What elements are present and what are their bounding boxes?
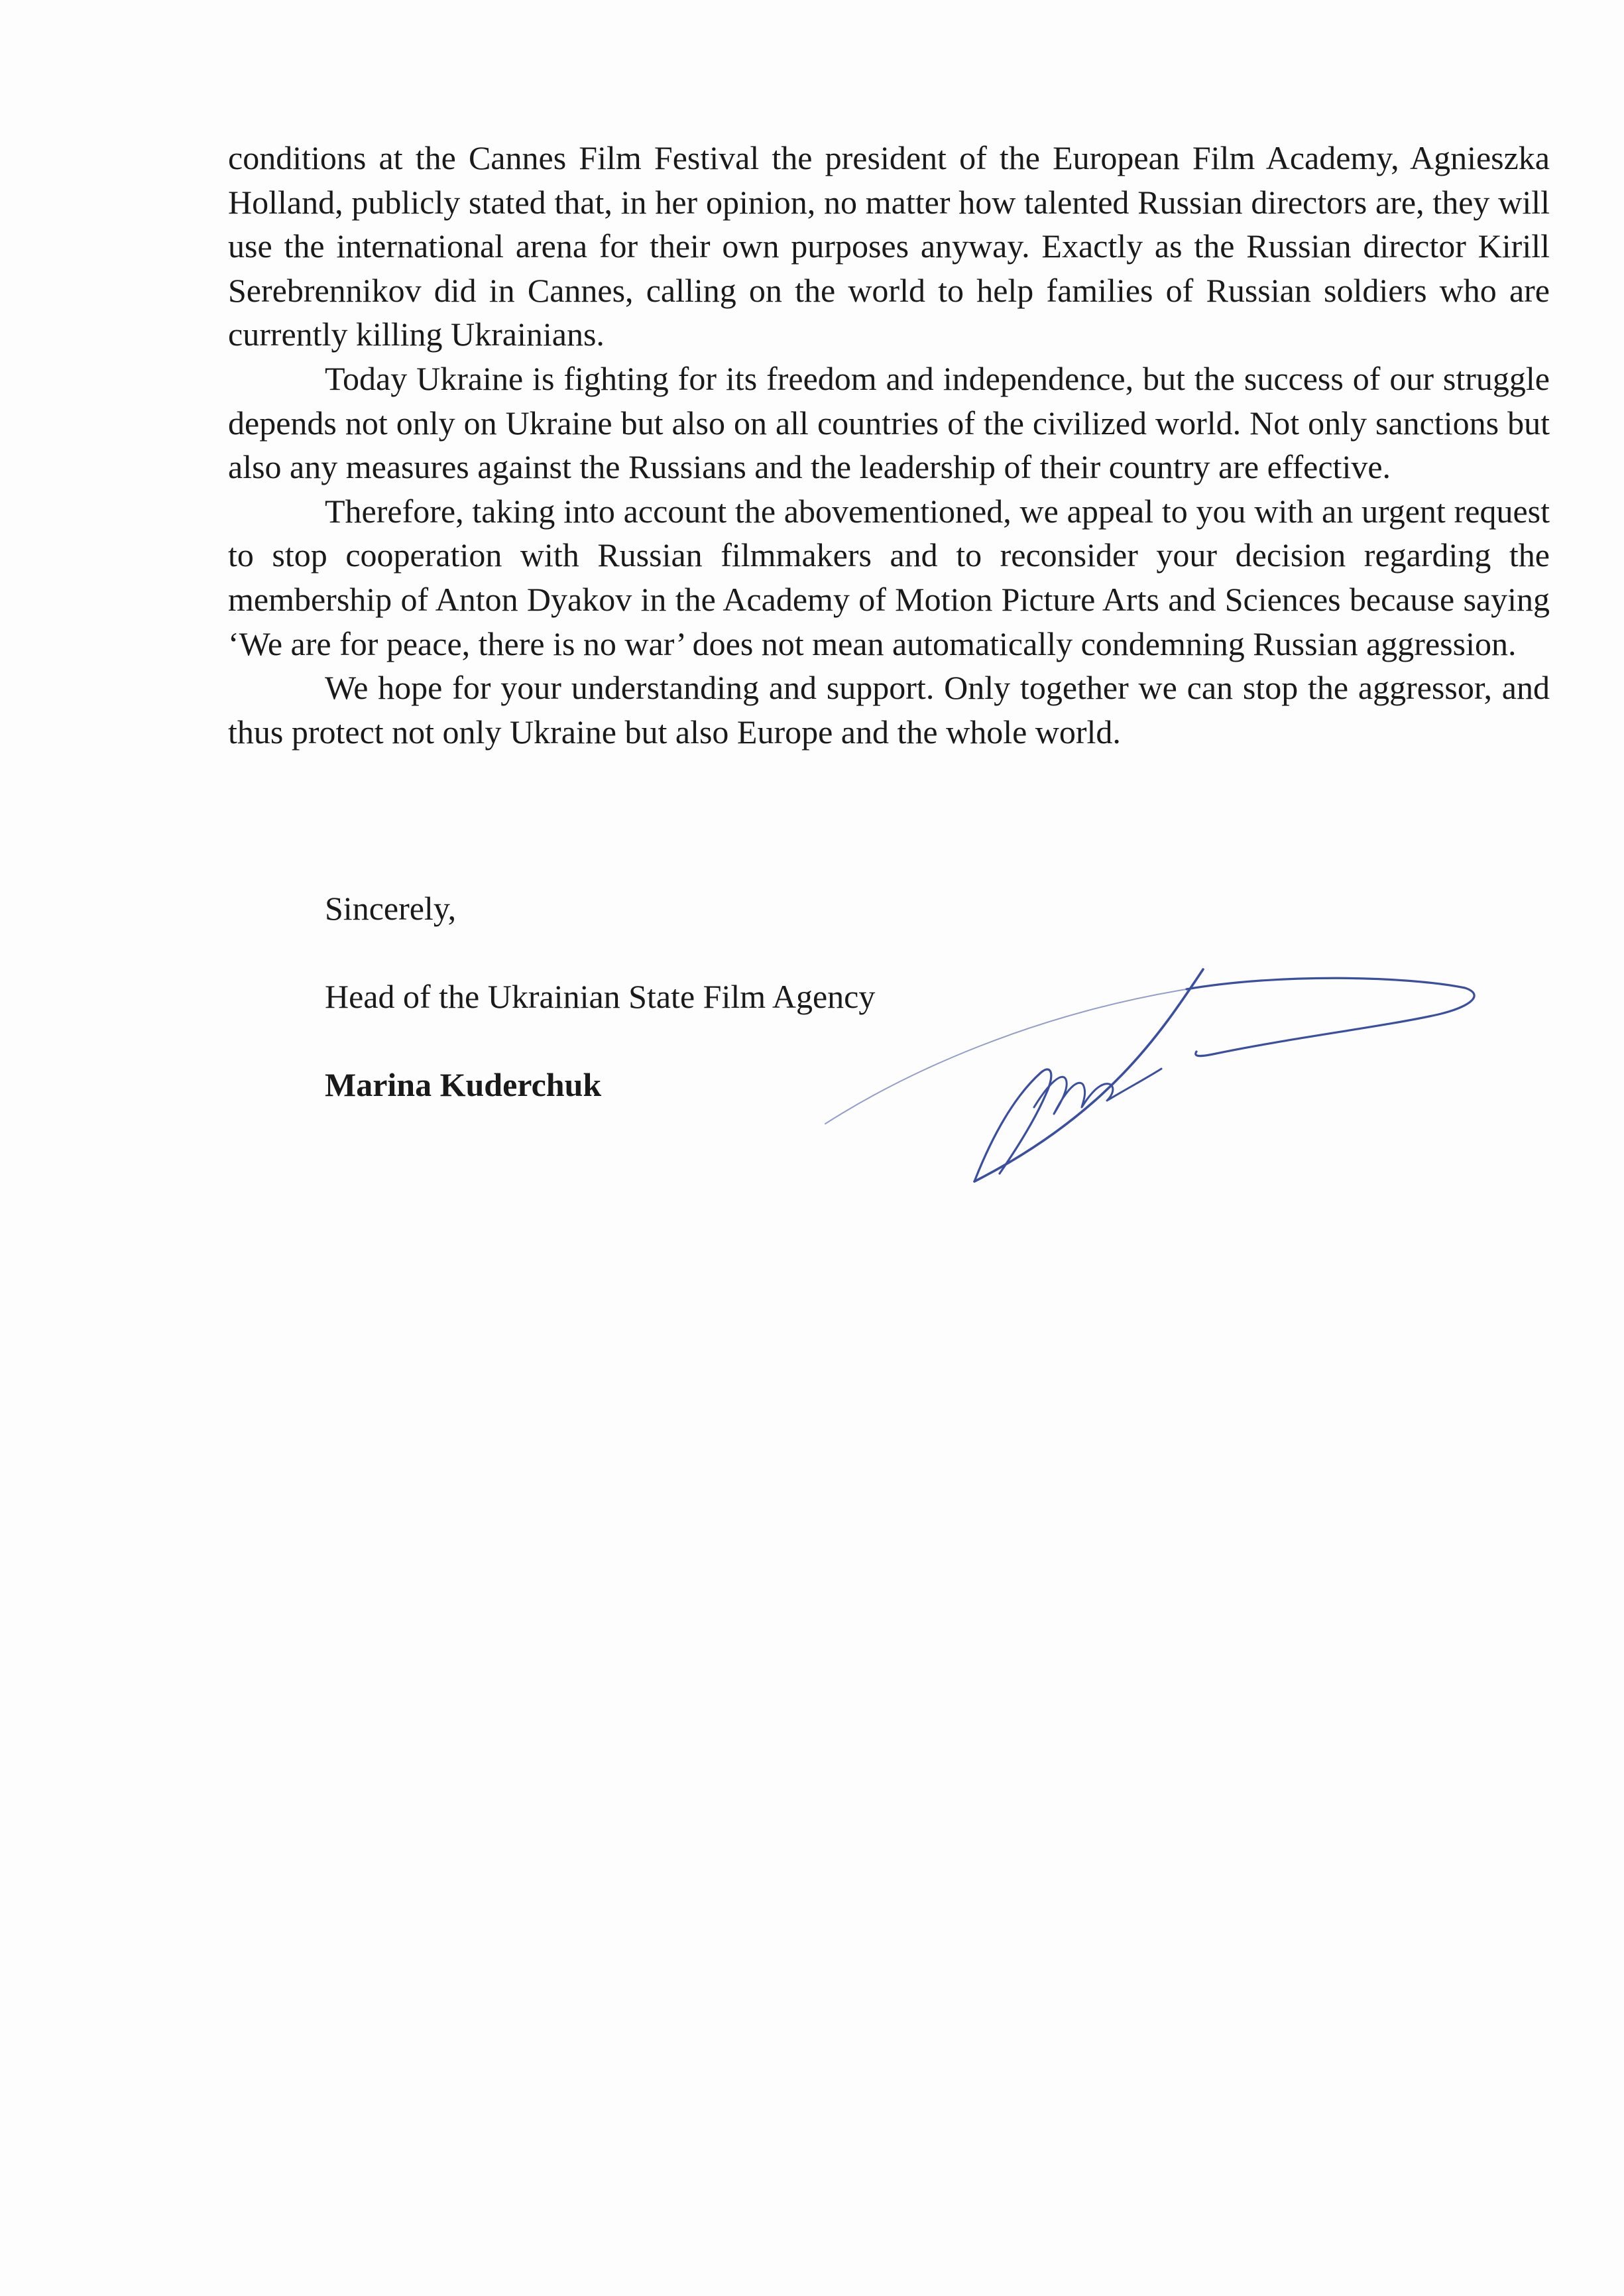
letter-body <box>228 136 1550 754</box>
signature-return-stroke <box>974 1069 1051 1181</box>
paragraph-appeal: Therefore, taking into account the abovementioned, we appeal to you with an urgent request to stop cooperation with Russian filmmakers and to reconsider your decision regarding the membership of Anton Dyakov in the Academy of Motion Picture Arts and Sciences because saying ‘We are for peace, there is no war’ does not mean automatically condemning Russian aggression. <box>228 492 1550 662</box>
signature-downstroke <box>974 969 1203 1181</box>
signature-loop-stroke <box>1187 978 1474 1056</box>
signature-letters-stroke <box>1034 1069 1161 1114</box>
signer-name: Marina Kuderchuk <box>325 1066 602 1103</box>
paragraph-freedom: Today Ukraine is fighting for its freedom and independence, but the success of our struggle depends not only on Ukraine but also on all countries of the civilized world. Not only sanctions but also any measures against the Russians and the leadership of their country are effective. <box>228 359 1550 486</box>
closing-salutation: Sincerely, <box>325 890 457 927</box>
signer-position: Head of the Ukrainian State Film Agency <box>325 978 876 1015</box>
paragraph-cannes: conditions at the Cannes Film Festival the president of the European Film Academy, Agnieszka Holland, publicly stated that, in her opinion, no matter how talented Russian directors are, they will use the international arena for their own purposes anyway. Exactly as the Russian director Kirill Serebrennikov did in Cannes, calling on the world to help families of Russian soldiers who are currently killing Ukrainians. <box>228 139 1550 353</box>
paragraph-hope: We hope for your understanding and support. Only together we can stop the aggressor, and thus protect not only Ukraine but also Europe and the whole world. <box>228 669 1550 751</box>
signature-lead-stroke <box>825 989 1187 1124</box>
handwritten-signature <box>815 948 1485 1200</box>
